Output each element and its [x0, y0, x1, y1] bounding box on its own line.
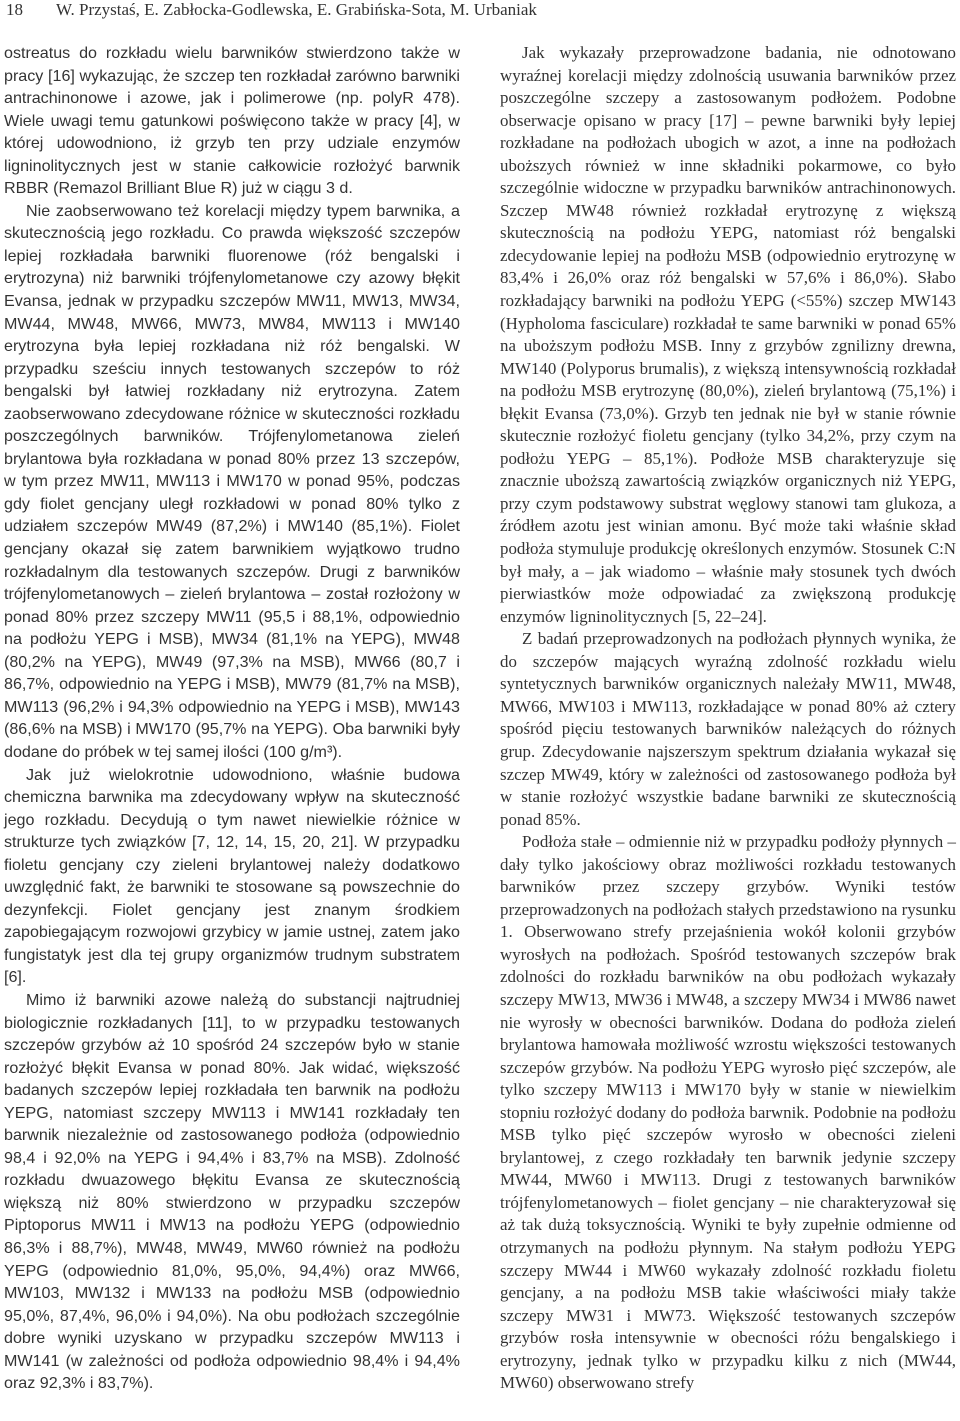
- left-column: [4, 42, 460, 1395]
- paragraph: Jak już wielokrotnie udowodniono, właśnie budowa chemiczna barwnika ma zdecydowany wpływ na skuteczność jego rozkładu. Decydują o tym nawet niewielkie różnice w strukturze tych związków [7, 12, 14, 15, 20, 21]. W przypadku fioletu gencjany czy zieleni brylantowej należy dodatkowo uwzględnić fakt, że barwniki te stosowane są powszechnie do dezynfekcji. Fiolet gencjany jest znanym środkiem zapobiegającym rozwojowi grzybicy w jamie ustnej, zatem jako fungistatyk jest dla tej grupy organizmów trudnym substratem [6].: [4, 765, 460, 987]
- paragraph: Mimo iż barwniki azowe należą do substancji najtrudniej biologicznie rozkładanych [11], to w przypadku testowanych szczepów grzybów aż 10 spośród 24 szczepów było w stanie rozłożyć błękit Evansa w ponad 80%. Jak widać, większość badanych szczepów lepiej rozkładała ten barwnik na podłożu YEPG, natomiast szczepy MW113 i MW141 rozkładały ten barwnik niezależnie od zastosowanego podłoża (odpowiednio 98,4 i 92,0% na YEPG i 94,4% i 83,7% na MSB). Zdolność rozkładu dwuazowego błękitu Evansa ze skutecznością większą niż 80% stwierdzono w przypadku szczepów Piptoporus MW11 i MW13 na podłożu YEPG (odpowiednio 86,3% i 88,7%), MW48, MW49, MW60 również na podłożu YEPG (odpowiednio 81,0%, 95,0%, 94,4%) oraz MW66, MW103, MW132 i MW133 na podłożu MSB (odpowiednio 95,0%, 87,4%, 96,0% i 94,0%). Na obu podłożach szczególnie dobre wyniki uzyskano w przypadku szczepów MW113 i MW141 (w zależności od podłoża odpowiednio 98,4% i 94,4% oraz 92,3% i 83,7%).: [4, 990, 460, 1393]
- right-column: [500, 42, 956, 1395]
- paragraph: Nie zaobserwowano też korelacji między typem barwnika, a skutecznością jego rozkładu. Co prawda większość szczepów lepiej rozkładała barwniki fluorenowe (róż bengalski i erytrozyna) niż barwniki trójfenylometanowe czy azowy błękit Evansa, jednak w przypadku szczepów MW11, MW13, MW34, MW44, MW48, MW66, MW73, MW84, MW113 i MW140 erytrozyna była lepiej rozkładana niż róż bengalski. W przypadku sześciu innych testowanych szczepów to róż bengalski był łatwiej rozkładany niż erytrozyna. Zatem zaobserwowano zdecydowane różnice w skuteczności rozkładu poszczególnych barwników. Trójfenylometanowa zieleń brylantowa była rozkładana w ponad 80% przez 13 szczepów, w tym przez MW11, MW113 i MW170 w ponad 95%, podczas gdy fiolet gencjany uległ rozkładowi w ponad 80% tylko z udziałem szczepów MW49 (87,2%) i MW140 (85,1%). Fiolet gencjany okazał się zatem barwnikiem wyjątkowo trudno rozkładalnym dla testowanych szczepów. Drugi z barwników trójfenylometanowych – zieleń brylantowa – został rozłożony w ponad 80% przez szczepy MW11 (95,5 i 88,1%, odpowiednio na podłożu YEPG i MSB), MW34 (81,1% na YEPG), MW48 (80,2% na YEPG), MW49 (97,3% na MSB), MW66 (80,7 i 86,7%, odpowiednio na YEPG i MSB), MW79 (81,7% na MSB), MW113 (96,2% i 94,3% odpowiednio na YEPG i MSB), MW143 (86,6% na MSB) i MW170 (95,7% na YEPG). Oba barwniki były dodane do próbek w tej samej ilości (100 g/m³).: [4, 201, 460, 761]
- paragraph: Z badań przeprowadzonych na podłożach płynnych wynika, że do szczepów mających wyraźną zdolność rozkładu wielu syntetycznych barwników organicznych należały MW11, MW48, MW66, MW103 i MW113, rozkładające w ponad 80% aż cztery spośród pięciu testowanych barwników należących do różnych grup. Zdecydowanie najszerszym spektrum działania wykazał się szczep MW49, który w zależności od zastosowanego podłoża był w stanie rozłożyć wszystkie badane barwniki ze skutecznością ponad 85%.: [500, 629, 956, 829]
- page-number: 18: [6, 0, 23, 19]
- paragraph: Podłoża stałe – odmiennie niż w przypadku podłoży płynnych – dały tylko jakościowy obraz możliwości rozkładu testowanych barwników przez szczepy grzybów. Wyniki testów przeprowadzonych na podłożach stałych przedstawiono na rysunku 1. Obserwowano strefy przejaśnienia wokół kolonii grzybów wyrosłych na podłożach. Spośród testowanych szczepów brak zdolności do rozkładu barwników na obu podłożach wykazały szczepy MW13, MW36 i MW48, a szczepy MW34 i MW86 nawet nie wyrosły w obecności barwników. Dodana do podłoża zieleń brylantowa hamowała możliwość wzrostu większości testowanych szczepów grzybów. Na podłożu YEPG wyrosło pięć szczepów, ale tylko szczepy MW113 i MW170 były w stanie w niewielkim stopniu rozłożyć dodany do podłoża barwnik. Podobnie na podłożu MSB tylko pięć szczepów wyrosło w obecności zieleni brylantowej, z czego rozkładały ten barwnik jedynie szczepy MW44, MW60 i MW113. Drugi z testowanych barwników trójfenylometanowych – fiolet gencjany – nie charakteryzował się aż tak dużą toksycznością. Wyniki te były zupełnie odmienne od otrzymanych na podłożu płynnym. Na stałym podłożu YEPG szczepy MW44 i MW60 wykazały zdolność rozkładu fioletu gencjany, a na podłożu MSB takie właściwości miały także szczepy MW31 i MW73. Większość testowanych szczepów grzybów rosła intensywnie w obecności różu bengalskiego i erytrozyny, jednak tylko w przypadku kilku z nich (MW44, MW60) obserwowano strefy: [500, 832, 956, 1393]
- running-header: [6, 0, 946, 24]
- running-head-authors: W. Przystaś, E. Zabłocka-Godlewska, E. Grabińska-Sota, M. Urbaniak: [56, 0, 537, 19]
- paragraph: ostreatus do rozkładu wielu barwników stwierdzono także w pracy [16] wykazując, że szczep ten rozkładał zarówno barwniki antrachinonowe i azowe, jak i polimerowe (np. polyR 478). Wiele uwagi temu gatunkowi poświęcono także w pracy [4], w której udowodniono, iż grzyb ten przy udziale enzymów ligninolitycznych jest w stanie całkowicie rozłożyć barwnik RBBR (Remazol Brilliant Blue R) już w ciągu 3 d.: [4, 44, 460, 198]
- paragraph: Jak wykazały przeprowadzone badania, nie odnotowano wyraźnej korelacji między zdolnością usuwania barwników przez poszczególne szczepy a zastosowanym podłożem. Podobne obserwacje opisano w pracy [17] – pewne barwniki były lepiej rozkładane na podłożach ubogich w azot, a inne na podłożach uboższych również w inne składniki pokarmowe, co było szczególnie widoczne w przypadku barwników antrachinonowych. Szczep MW48 również rozkładał erytrozynę z większą skutecznością na podłożu YEPG, natomiast róż bengalski zdecydowanie lepiej na podłożu MSB (odpowiednio erytrozynę w 83,4% i 26,0% oraz róż bengalski w 57,6% i 86,0%). Słabo rozkładający barwniki na podłożu YEPG (<55%) szczep MW143 (Hypholoma fasciculare) rozkładał te same barwniki w ponad 65% na uboższym podłożu MSB. Inny z grzybów zgnilizny drewna, MW140 (Polyporus brumalis), z większą intensywnością rozkładał na podłożu MSB erytrozynę (80,0%), zieleń brylantową (75,1%) i błękit Evansa (73,0%). Grzyb ten jednak nie był w stanie równie skutecznie rozłożyć fioletu gencjany (tylko 34,2%, przy czym na podłożu YEPG – 85,1%). Podłoże MSB charakteryzuje się znacznie uboższą zawartością związków organicznych niż YEPG, przy czym podstawowy substrat węglowy stanowi tam glukoza, a źródłem azotu jest winian amonu. Być może taki właśnie skład podłoża stymuluje produkcję określonych enzymów. Stosunek C:N był mały, a – jak wiadomo – właśnie mały stosunek tych dwóch pierwiastków może odpowiadać za zwiększoną produkcję enzymów ligninolitycznych [5, 22–24].: [500, 43, 956, 626]
